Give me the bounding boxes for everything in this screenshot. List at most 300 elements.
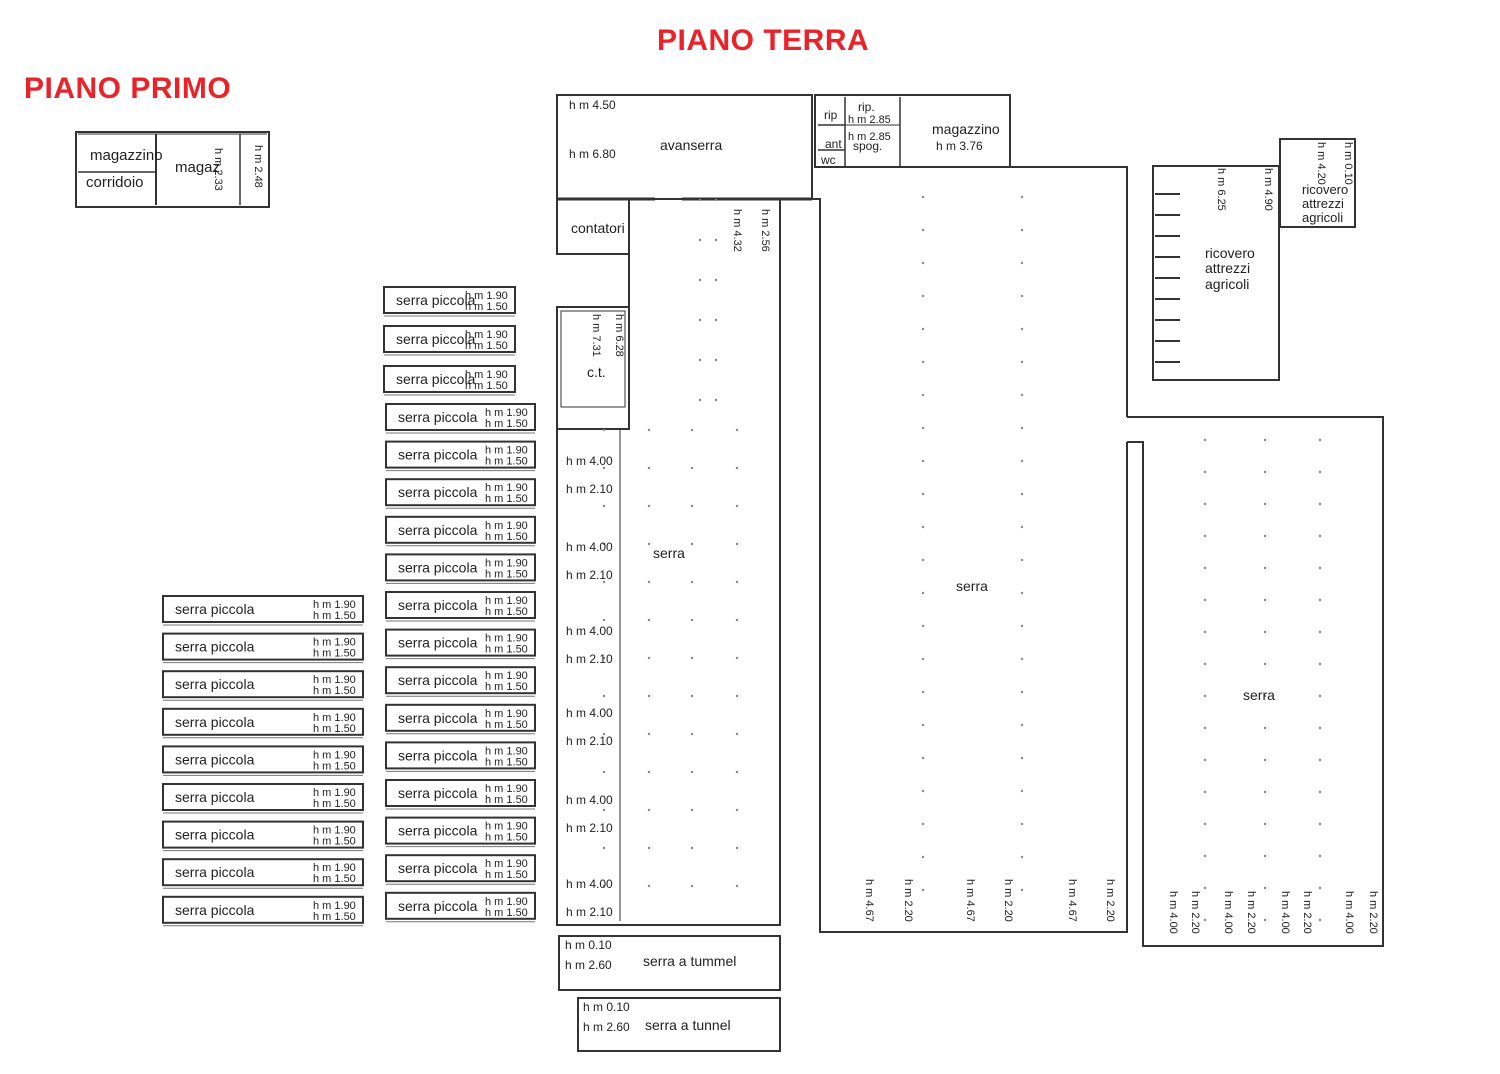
serra-piccola-label: serra piccola (396, 371, 476, 387)
column-dot (699, 319, 701, 321)
ricovero-small-label-3: agricoli (1302, 210, 1344, 225)
column-dot (603, 771, 605, 773)
serra-mid-height: h m 2.20 (902, 879, 914, 922)
column-dot (736, 771, 738, 773)
column-dot (922, 823, 924, 825)
column-dot (1264, 663, 1266, 665)
column-dot (736, 505, 738, 507)
column-dot (1021, 856, 1023, 858)
ricovero-small-height-1: h m 4.20 (1315, 142, 1327, 185)
column-dot (1021, 691, 1023, 693)
serra-piccola-label: serra piccola (175, 713, 255, 730)
column-dot (603, 619, 605, 621)
serra-piccola-label: serra piccola (398, 597, 478, 613)
column-dot (1021, 625, 1023, 627)
column-dot (648, 695, 650, 697)
column-dot (736, 429, 738, 431)
column-dot (922, 361, 924, 363)
serra-piccola-height-1: h m 1.90 (485, 895, 528, 908)
serra-piccola-label: serra piccola (175, 676, 255, 693)
serra-piccola-label: serra piccola (175, 864, 255, 881)
column-dot (1264, 439, 1266, 441)
serra-piccola-height-1: h m 1.90 (465, 329, 508, 341)
column-dot (922, 757, 924, 759)
column-dot (922, 295, 924, 297)
serra-piccola-height-1: h m 1.90 (313, 636, 356, 649)
serra-mid-label: serra (956, 578, 988, 594)
tunnel-1-label: serra a tummel (643, 953, 737, 969)
serra-piccola-height-1: h m 1.90 (313, 899, 356, 912)
column-dot (699, 199, 701, 201)
serra-piccola-label: serra piccola (175, 826, 255, 843)
serra-piccola-left-3 (163, 709, 363, 738)
column-dot (1021, 889, 1023, 891)
serra-piccola-label: serra piccola (398, 822, 478, 839)
column-dot (1021, 559, 1023, 561)
column-dot (1021, 592, 1023, 594)
column-dot (691, 581, 693, 583)
column-dot (699, 359, 701, 361)
serra-piccola-mid-top-1 (384, 326, 515, 355)
column-dot (691, 429, 693, 431)
serra-piccola-height-1: h m 1.90 (465, 290, 508, 302)
column-dot (1021, 460, 1023, 462)
serra-left-height-bottom: h m 2.10 (566, 734, 613, 748)
ricovero-big-height-2: h m 4.90 (1262, 168, 1274, 211)
column-dot (922, 658, 924, 660)
column-dot (603, 809, 605, 811)
serra-piccola-height-2: h m 1.50 (313, 873, 356, 886)
column-dot (715, 399, 717, 401)
column-dot (691, 885, 693, 887)
column-dot (1204, 823, 1206, 825)
column-dot (736, 543, 738, 545)
serra-piccola-height-1: h m 1.90 (485, 745, 528, 758)
column-dot (715, 359, 717, 361)
column-dot (922, 526, 924, 528)
ct-height-1: h m 6.28 (613, 314, 625, 357)
serra-piccola-mid-10 (386, 780, 535, 809)
column-dot (922, 592, 924, 594)
column-dot (1204, 503, 1206, 505)
column-dot (1319, 855, 1321, 857)
serra-piccola-height-1: h m 1.90 (485, 407, 528, 419)
serra-piccola-mid-9 (386, 742, 535, 771)
piano-primo-heading: PIANO PRIMO (24, 72, 232, 105)
serra-piccola-label: serra piccola (398, 559, 478, 576)
serra-left-height-bottom: h m 2.10 (566, 652, 613, 666)
ricovero-big-label-2: attrezzi (1205, 260, 1251, 276)
column-dot (648, 543, 650, 545)
serra-piccola-left-0 (163, 596, 363, 625)
column-dot (691, 809, 693, 811)
primo-height-2: h m 2.48 (252, 145, 264, 188)
serra-piccola-mid-11 (386, 818, 535, 847)
column-dot (736, 885, 738, 887)
column-dot (1021, 262, 1023, 264)
column-dot (736, 619, 738, 621)
column-dot (1021, 493, 1023, 495)
column-dot (1264, 503, 1266, 505)
serra-mid-height: h m 4.67 (863, 879, 875, 922)
serra-piccola-height-1: h m 1.90 (485, 858, 528, 871)
column-dot (1021, 196, 1023, 198)
column-dot (1021, 295, 1023, 297)
serra-left-height-1: h m 4.32 (731, 209, 743, 252)
column-dot (1264, 599, 1266, 601)
column-dot (1021, 790, 1023, 792)
ricovero-big-height: h m 6.25 (1215, 168, 1227, 211)
serra-piccola-height-1: h m 1.90 (485, 632, 528, 645)
ricovero-big-label-3: agricoli (1205, 276, 1250, 292)
column-dot (922, 559, 924, 561)
column-dot (715, 199, 717, 201)
serra-left-height-2: h m 2.56 (759, 209, 771, 252)
serra-piccola-left-7 (163, 859, 363, 888)
column-dot (1264, 855, 1266, 857)
column-dot (736, 695, 738, 697)
column-dot (1204, 919, 1206, 921)
serra-left-height-bottom: h m 2.10 (566, 821, 613, 835)
column-dot (1204, 727, 1206, 729)
column-dot (736, 581, 738, 583)
column-dot (736, 467, 738, 469)
serra-left-height-bottom: h m 2.10 (566, 568, 613, 582)
column-dot (1319, 567, 1321, 569)
column-dot (1021, 229, 1023, 231)
column-dot (1204, 663, 1206, 665)
rip-1-label: rip. (858, 100, 875, 114)
serra-right-height: h m 4.00 (1279, 891, 1291, 934)
column-dot (922, 196, 924, 198)
column-dot (1204, 567, 1206, 569)
column-dot (1319, 503, 1321, 505)
column-dot (1204, 887, 1206, 889)
serra-right-height: h m 4.00 (1222, 891, 1234, 934)
column-dot (1021, 757, 1023, 759)
column-dot (1319, 791, 1321, 793)
column-dot (1204, 631, 1206, 633)
serra-piccola-height-2: h m 1.50 (485, 906, 528, 919)
serra-piccola-height-1: h m 1.90 (485, 557, 528, 570)
column-dot (1319, 471, 1321, 473)
tunnel-2-label: serra a tunnel (645, 1017, 731, 1033)
wc-label: wc (821, 153, 836, 167)
serra-mid-height: h m 4.67 (964, 879, 976, 922)
column-dot (691, 657, 693, 659)
serra-piccola-label: serra piccola (398, 897, 478, 914)
column-dot (1264, 727, 1266, 729)
column-dot (648, 771, 650, 773)
primo-magaz-label: magaz (175, 159, 221, 176)
column-dot (1319, 439, 1321, 441)
column-dot (1021, 328, 1023, 330)
column-dot (1319, 599, 1321, 601)
serra-piccola-mid-13 (386, 893, 535, 922)
column-dot (691, 543, 693, 545)
ricovero-big-label-1: ricovero (1205, 245, 1255, 261)
column-dot (1021, 427, 1023, 429)
serra-piccola-left-5 (163, 784, 363, 813)
serra-piccola-height-2: h m 1.50 (485, 831, 528, 844)
serra-left-height-top: h m 4.00 (566, 706, 613, 720)
avanserra-height-1: h m 4.50 (569, 98, 616, 112)
serra-piccola-height-1: h m 1.90 (313, 711, 356, 724)
serra-piccola-mid-4 (386, 554, 535, 583)
serra-piccola-height-2: h m 1.50 (485, 455, 528, 468)
serra-piccola-height-2: h m 1.50 (465, 380, 508, 392)
column-dot (922, 691, 924, 693)
column-dot (648, 847, 650, 849)
column-dot (922, 493, 924, 495)
serra-piccola-height-2: h m 1.50 (485, 643, 528, 656)
serra-piccola-height-1: h m 1.90 (313, 862, 356, 875)
serra-piccola-label: serra piccola (396, 331, 476, 347)
serra-piccola-height-2: h m 1.50 (485, 869, 528, 882)
ct-label: c.t. (587, 364, 606, 380)
column-dot (1319, 663, 1321, 665)
primo-height-1: h m 2.33 (212, 148, 224, 191)
serra-piccola-label: serra piccola (398, 709, 478, 726)
serra-piccola-left-1 (163, 634, 363, 663)
serra-mid-height: h m 2.20 (1104, 879, 1116, 922)
column-dot (648, 429, 650, 431)
column-dot (922, 328, 924, 330)
serra-piccola-height-2: h m 1.50 (485, 493, 528, 506)
column-dot (1264, 759, 1266, 761)
serra-piccola-height-2: h m 1.50 (313, 685, 356, 698)
column-dot (691, 733, 693, 735)
column-dot (1204, 439, 1206, 441)
column-dot (691, 695, 693, 697)
serra-piccola-label: serra piccola (175, 789, 255, 805)
serra-piccola-label: serra piccola (175, 638, 255, 655)
column-dot (648, 619, 650, 621)
column-dot (699, 279, 701, 281)
column-dot (1264, 471, 1266, 473)
serra-piccola-height-2: h m 1.50 (485, 568, 528, 581)
avanserra-height-2: h m 6.80 (569, 147, 616, 161)
serra-piccola-mid-1 (386, 442, 535, 471)
column-dot (1021, 394, 1023, 396)
serra-piccola-height-1: h m 1.90 (313, 749, 356, 762)
serra-right-wall (1127, 417, 1383, 946)
serra-piccola-height-1: h m 1.90 (485, 519, 528, 532)
column-dot (1264, 823, 1266, 825)
serra-piccola-label: serra piccola (398, 785, 478, 801)
serra-piccola-height-2: h m 1.50 (485, 418, 528, 430)
column-dot (922, 262, 924, 264)
column-dot (1204, 535, 1206, 537)
column-dot (715, 239, 717, 241)
column-dot (1264, 567, 1266, 569)
column-dot (715, 279, 717, 281)
column-dot (1021, 724, 1023, 726)
primo-magazzino-label: magazzino (90, 147, 163, 164)
serra-piccola-left-8 (163, 897, 363, 926)
column-dot (736, 847, 738, 849)
rip-1-height: h m 2.85 (848, 114, 891, 126)
column-dot (691, 467, 693, 469)
serra-piccola-label: serra piccola (398, 634, 478, 651)
serra-piccola-label: serra piccola (396, 292, 476, 308)
serra-left-height-top: h m 4.00 (566, 624, 613, 638)
serra-right-height: h m 2.20 (1189, 891, 1201, 934)
serra-mid-height: h m 2.20 (1002, 879, 1014, 922)
serra-piccola-height-1: h m 1.90 (485, 482, 528, 495)
serra-left-height-top: h m 4.00 (566, 540, 613, 554)
column-dot (1264, 631, 1266, 633)
column-dot (603, 429, 605, 431)
column-dot (1204, 599, 1206, 601)
magazzino-label: magazzino (932, 121, 1000, 137)
serra-piccola-height-1: h m 1.90 (313, 674, 356, 687)
column-dot (1264, 887, 1266, 889)
column-dot (1319, 535, 1321, 537)
serra-piccola-mid-2 (386, 479, 535, 508)
serra-piccola-height-2: h m 1.50 (465, 340, 508, 352)
piano-terra-heading: PIANO TERRA (657, 24, 870, 57)
serra-left-height-top: h m 4.00 (566, 877, 613, 891)
column-dot (1319, 631, 1321, 633)
serra-left-height-bottom: h m 2.10 (566, 482, 613, 496)
serra-piccola-height-2: h m 1.50 (313, 722, 356, 735)
column-dot (1204, 855, 1206, 857)
column-dot (1021, 823, 1023, 825)
serra-piccola-label: serra piccola (175, 601, 255, 617)
column-dot (1319, 919, 1321, 921)
serra-piccola-label: serra piccola (398, 484, 478, 501)
column-dot (699, 239, 701, 241)
serra-piccola-label: serra piccola (398, 860, 478, 877)
serra-piccola-height-1: h m 1.90 (485, 820, 528, 833)
contatori-label: contatori (571, 220, 625, 236)
serra-right-height: h m 2.20 (1245, 891, 1257, 934)
serra-piccola-height-2: h m 1.50 (313, 798, 356, 810)
column-dot (1204, 695, 1206, 697)
serra-piccola-height-2: h m 1.50 (485, 606, 528, 618)
column-dot (922, 856, 924, 858)
rip-2-label: rip (824, 108, 838, 122)
serra-piccola-height-2: h m 1.50 (313, 910, 356, 923)
column-dot (922, 460, 924, 462)
column-dot (691, 619, 693, 621)
ant-label: ant (825, 137, 842, 151)
column-dot (648, 657, 650, 659)
serra-piccola-height-1: h m 1.90 (465, 369, 508, 381)
serra-piccola-label: serra piccola (398, 446, 478, 463)
column-dot (922, 790, 924, 792)
serra-mid-height: h m 4.67 (1066, 879, 1078, 922)
column-dot (1021, 361, 1023, 363)
serra-piccola-mid-12 (386, 855, 535, 884)
serra-left-height-bottom: h m 2.10 (566, 905, 613, 919)
serra-piccola-height-1: h m 1.90 (313, 599, 356, 611)
magazzino-height: h m 3.76 (936, 139, 983, 153)
serra-piccola-height-1: h m 1.90 (485, 707, 528, 720)
ricovero-small-label-1: ricovero (1302, 182, 1349, 197)
column-dot (691, 505, 693, 507)
serra-piccola-height-2: h m 1.50 (313, 647, 356, 660)
column-dot (1319, 759, 1321, 761)
serra-piccola-mid-top-0 (384, 287, 515, 316)
serra-right-height: h m 2.20 (1367, 891, 1379, 934)
column-dot (1021, 526, 1023, 528)
column-dot (603, 695, 605, 697)
serra-piccola-height-1: h m 1.90 (485, 444, 528, 457)
serra-piccola-height-1: h m 1.90 (485, 670, 528, 683)
column-dot (603, 847, 605, 849)
serra-piccola-label: serra piccola (398, 521, 478, 538)
serra-piccola-label: serra piccola (398, 409, 478, 425)
column-dot (691, 847, 693, 849)
column-dot (736, 657, 738, 659)
column-dot (1319, 823, 1321, 825)
tunnel-2-height-1: h m 0.10 (583, 1000, 630, 1014)
serra-piccola-height-1: h m 1.90 (485, 783, 528, 795)
column-dot (1264, 535, 1266, 537)
column-dot (736, 733, 738, 735)
serra-piccola-left-4 (163, 746, 363, 775)
column-dot (922, 229, 924, 231)
column-dot (648, 505, 650, 507)
avanserra-label: avanserra (660, 137, 723, 153)
tunnel-1-height-2: h m 2.60 (565, 958, 612, 972)
column-dot (922, 889, 924, 891)
serra-left-height-top: h m 4.00 (566, 454, 613, 468)
ricovero-small-label-2: attrezzi (1302, 196, 1344, 211)
serra-piccola-label: serra piccola (398, 747, 478, 764)
column-dot (648, 467, 650, 469)
primo-corridoio-label: corridoio (86, 174, 144, 191)
column-dot (691, 771, 693, 773)
serra-piccola-height-2: h m 1.50 (485, 530, 528, 543)
spog-height: h m 2.85 (848, 131, 891, 143)
column-dot (1319, 727, 1321, 729)
serra-mid-wall (812, 199, 1127, 932)
column-dot (715, 319, 717, 321)
column-dot (922, 427, 924, 429)
serra-piccola-mid-8 (386, 705, 535, 734)
serra-piccola-height-2: h m 1.50 (485, 718, 528, 731)
serra-piccola-mid-0 (386, 404, 535, 433)
serra-piccola-height-2: h m 1.50 (465, 301, 508, 313)
tunnel-1-height-1: h m 0.10 (565, 938, 612, 952)
serra-piccola-mid-top-2 (384, 366, 515, 395)
serra-piccola-height-1: h m 1.90 (313, 787, 356, 799)
column-dot (922, 724, 924, 726)
column-dot (1021, 658, 1023, 660)
column-dot (648, 885, 650, 887)
column-dot (922, 625, 924, 627)
serra-piccola-mid-6 (386, 630, 535, 659)
serra-piccola-height-2: h m 1.50 (313, 835, 356, 848)
serra-piccola-left-6 (163, 822, 363, 851)
tunnel-2-height-2: h m 2.60 (583, 1020, 630, 1034)
column-dot (699, 399, 701, 401)
serra-right-height: h m 4.00 (1167, 891, 1179, 934)
spog-label: spog. (853, 139, 883, 153)
serra-piccola-height-1: h m 1.90 (313, 824, 356, 837)
column-dot (1264, 791, 1266, 793)
ricovero-small-height-2: h m 0.10 (1342, 142, 1354, 185)
serra-piccola-height-2: h m 1.50 (485, 681, 528, 694)
column-dot (648, 733, 650, 735)
serra-piccola-mid-5 (386, 592, 535, 621)
serra-piccola-height-2: h m 1.50 (485, 794, 528, 806)
serra-right-height: h m 2.20 (1301, 891, 1313, 934)
serra-piccola-mid-7 (386, 667, 535, 696)
